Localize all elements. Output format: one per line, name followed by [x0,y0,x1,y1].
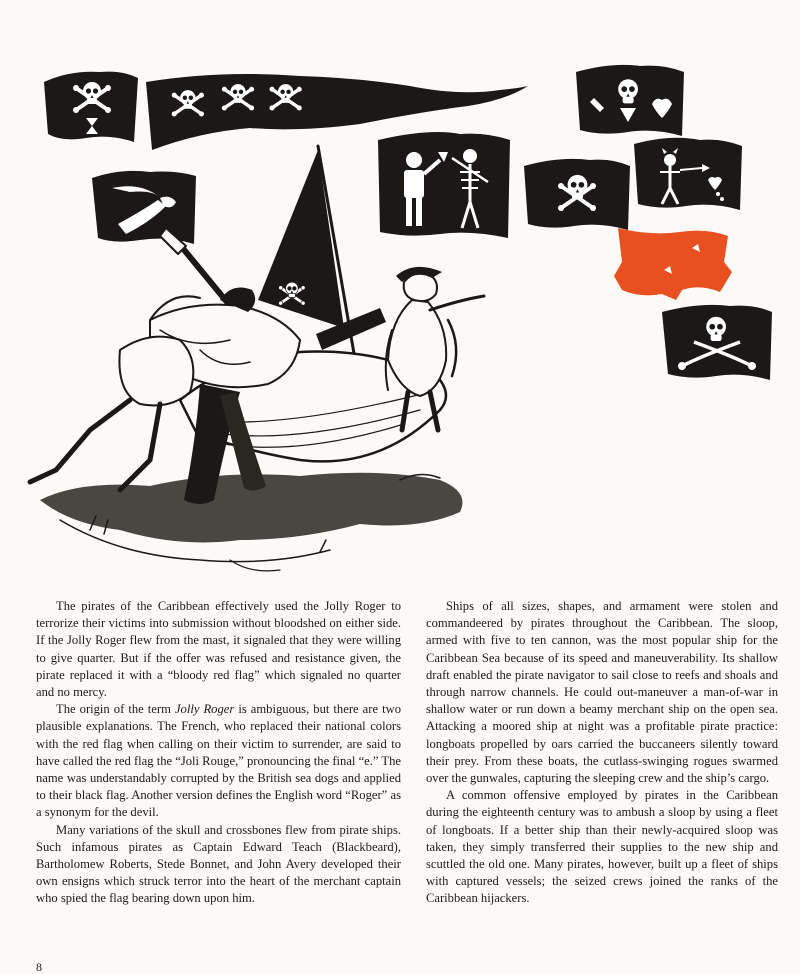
paragraph-term-origin-start: The origin of the term [56,702,175,717]
left-column [36,598,401,908]
flag-arm-cutlass-icon [92,171,196,244]
paragraph-ships: Ships of all sizes, shapes, and armament were stolen and commandeered by pirates throughout the Caribbean. The sloop, armed with five to ten cannon, was the most popular ship for the Caribbean Sea because of its speed and maneuverability. Its shallow draft enabled the pirate navigator to sail close to reefs and shoals and through narrow channels. He could out-maneuver a man-of-war in shallow water or run down a beamy merchant ship on the open sea. Attacking a moored ship at night was a profitable pirate practice: longboats propelled by oars carried the buccaneers silently toward their prey. From these boats, the cutlass-swinging rogues swarmed over the gunwales, capturing the sleeping crew and the ship’s cargo. [426,599,778,786]
paragraph-offensive: A common offensive employed by pirates in the Caribbean during the eighteenth century was to ambush a sloop by using a fleet of longboats. If a better ship than their newly-acquired sloop was taken, they simply transferred their supplies to the new ship and scuttled the old one. Many pirates, however, built up a fleet of ships with captured vessels; the seized crews joined the ranks of the Caribbean hijackers. [426,788,778,906]
paragraph-jolly-roger-use: The pirates of the Caribbean effectively used the Jolly Roger to terrorize their victims into submission without bloodshed on either side. If the Jolly Roger flew from the mast, it signaled that they were willing to give quarter. But if the offer was refused and resistance given, the pirate replaced it with a “bloody red flag” which signaled no quarter and no mercy. [36,599,401,700]
flag-pirate-skeleton-icon [378,132,510,238]
flag-red-icon [614,228,732,300]
flag-skull-hourglass-icon [44,72,138,142]
paragraph-variations: Many variations of the skull and crossbones flew from pirate ships. Such infamous pirates as Captain Edward Teach (Blackbeard), Bartholomew Roberts, Stede Bonnet, and John Avery developed their own ensigns which struck terror into the heart of the merchant captain who spied the flag bearing down upon him. [36,822,401,906]
flag-skull-heart-icon [576,65,684,136]
flag-skull-cutlasses-icon [662,305,772,380]
term-jolly-roger: Jolly Roger [174,702,235,717]
right-column [426,598,778,908]
flag-devil-skeleton-icon [634,138,742,210]
paragraph-term-origin [36,701,401,821]
page-number: 8 [36,960,42,974]
paragraph-term-origin-rest: is ambiguous, but there are two plausible explanations. The French, who replaced their national colors with the red flag when calling on their victim to surrender, are said to have called the red flag the “Joli Rouge,” pronouncing the final “e.” The name was understandably corrupted by the British sea dogs and applied to their black flag. Another version defines the English word “Roger” as a synonym for the devil. [36,702,401,820]
flag-skull-crossbones-icon [524,159,630,230]
